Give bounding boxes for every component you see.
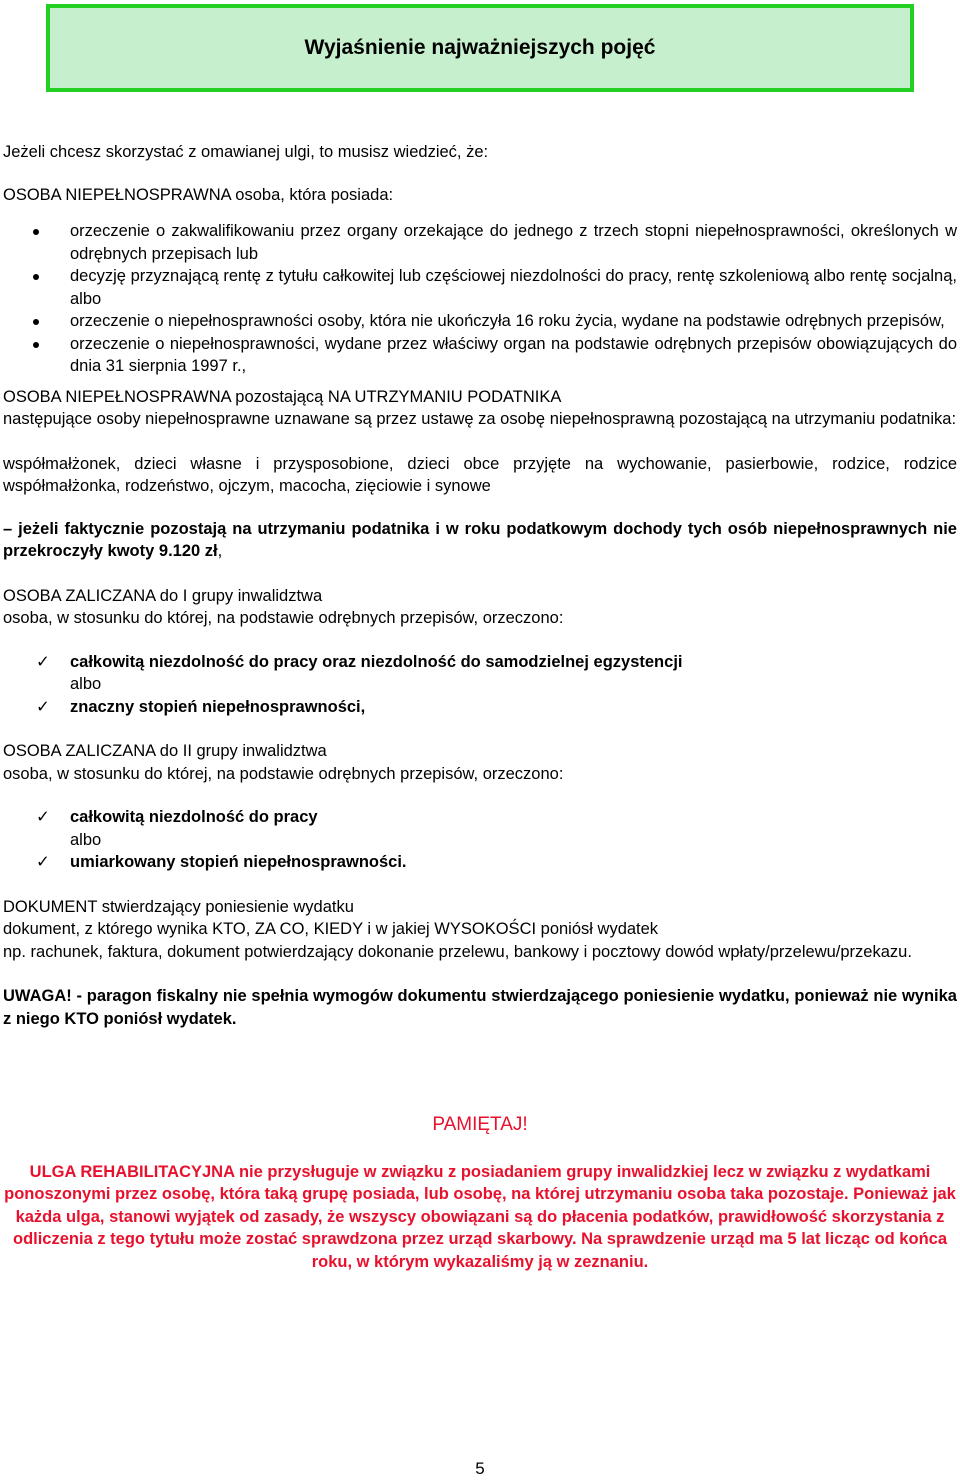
bullet-list <box>3 220 957 378</box>
list-item <box>3 310 957 333</box>
term-rest: osoba, która posiada: <box>230 185 394 204</box>
list-item <box>3 696 957 719</box>
list-item <box>3 265 957 310</box>
term-osoba-niepelnosprawna: OSOBA NIEPEŁNOSPRAWNA <box>3 185 231 204</box>
grupa-2-list <box>3 806 957 874</box>
pamietaj-text: ULGA REHABILITACYJNA nie przysługuje w związku z posiadaniem grupy inwalidzkiej lecz w związku z wydatkami ponoszonymi przez osobę, która taką grupę posiada, lub osobę, na której utrzymaniu osoba taka pozostaje. Ponieważ jak każda ulga, stanowi wyjątek od zasady, że wszyscy obowiązani są do płacenia podatków, prawidłowość skorzystania z odliczenia z tego tytułu może zostać sprawdzona przez urząd skarbowy. Na sprawdzenie urząd ma 5 lat licząc od końca roku, w którym wykazaliśmy ją w zeznaniu. <box>4 1162 956 1271</box>
list-item-text: orzeczenie o zakwalifikowaniu przez organy orzekające do jednego z trzech stopni niepełnosprawności, określonych w odrębnych przepisach lub <box>70 222 957 263</box>
utrzymanie-condition <box>3 518 957 563</box>
definition-osoba-niepelnosprawna <box>3 184 957 207</box>
intro-text: Jeżeli chcesz skorzystać z omawianej ulgi, to musisz wiedzieć, że: <box>3 143 489 161</box>
page-title: Wyjaśnienie najważniejszych pojęć <box>304 35 656 59</box>
pamietaj-heading: PAMIĘTAJ! <box>432 1114 528 1135</box>
section-heading-dokument: DOKUMENT stwierdzający poniesienie wydatku <box>3 897 354 916</box>
list-item-text: orzeczenie o niepełnosprawności, wydane przez właściwy organ na podstawie odrębnych przepisów obowiązujących do dnia 31 sierpnia 1997 r., <box>70 334 957 375</box>
list-item-text: umiarkowany stopień niepełnosprawności. <box>70 853 407 871</box>
list-item <box>3 851 957 874</box>
bullet-icon <box>33 342 39 348</box>
grupa-1-description: osoba, w stosunku do której, na podstawie odrębnych przepisów, orzeczono: <box>3 609 564 627</box>
check-icon: ✓ <box>36 853 50 871</box>
list-item-text: całkowitą niezdolność do pracy oraz niezdolność do samodzielnej egzystencji <box>70 652 683 671</box>
document-body <box>3 141 957 1273</box>
condition-text: – jeżeli faktycznie pozostają na utrzymaniu podatnika i w roku podatkowym dochody tych osób niepełnosprawnych nie przekroczyły kwoty 9.120 zł <box>3 519 957 560</box>
list-item-text: decyzję przyznającą rentę z tytułu całkowitej lub częściowej niezdolności do pracy, rentę szkoleniową albo rentę socjalną, albo <box>70 267 957 308</box>
check-icon: ✓ <box>36 808 50 826</box>
bullet-icon <box>33 319 39 325</box>
page-number: 5 <box>475 1459 485 1478</box>
check-icon: ✓ <box>36 697 50 716</box>
list-item <box>3 806 957 829</box>
title-box <box>46 4 914 92</box>
albo-label: albo <box>70 830 102 849</box>
grupa-1-list <box>3 651 957 719</box>
condition-tail: , <box>217 542 223 560</box>
bullet-icon <box>33 274 39 280</box>
utrzymanie-persons-list: współmałżonek, dzieci własne i przysposobione, dzieci obce przyjęte na wychowanie, pasierbowie, rodzice, rodzice współmałżonka, rodzeństwo, ojczym, macocha, zięciowie i synowe <box>3 454 957 495</box>
list-item-text: znaczny stopień niepełnosprawności, <box>70 697 366 716</box>
grupa-2-description: osoba, w stosunku do której, na podstawie odrębnych przepisów, orzeczono: <box>3 764 564 783</box>
section-heading-grupa-1: OSOBA ZALICZANA do I grupy inwalidztwa <box>3 586 323 605</box>
utrzymanie-description: następujące osoby niepełnosprawne uznawane są przez ustawę za osobę niepełnosprawną pozostającą na utrzymaniu podatnika: <box>3 410 957 428</box>
list-item <box>3 333 957 378</box>
list-item-text: całkowitą niezdolność do pracy <box>70 808 318 826</box>
dokument-line-2: np. rachunek, faktura, dokument potwierdzający dokonanie przelewu, bankowy i pocztowy dowód wpłaty/przelewu/przekazu. <box>3 942 912 961</box>
list-item <box>3 651 957 674</box>
section-heading-grupa-2: OSOBA ZALICZANA do II grupy inwalidztwa <box>3 742 327 760</box>
section-heading-utrzymanie: OSOBA NIEPEŁNOSPRAWNA pozostającą NA UTRZYMANIU PODATNIKA <box>3 387 562 406</box>
list-item-text: orzeczenie o niepełnosprawności osoby, która nie ukończyła 16 roku życia, wydane na podstawie odrębnych przepisów, <box>70 312 945 330</box>
uwaga-note: UWAGA! - paragon fiskalny nie spełnia wymogów dokumentu stwierdzającego poniesienie wydatku, ponieważ nie wynika z niego KTO poniósł wydatek. <box>3 987 957 1028</box>
check-icon: ✓ <box>36 652 50 671</box>
list-item <box>3 220 957 265</box>
bullet-icon <box>33 229 39 235</box>
dokument-line-1: dokument, z którego wynika KTO, ZA CO, KIEDY i w jakiej WYSOKOŚCI poniósł wydatek <box>3 920 659 938</box>
albo-label: albo <box>70 675 102 693</box>
